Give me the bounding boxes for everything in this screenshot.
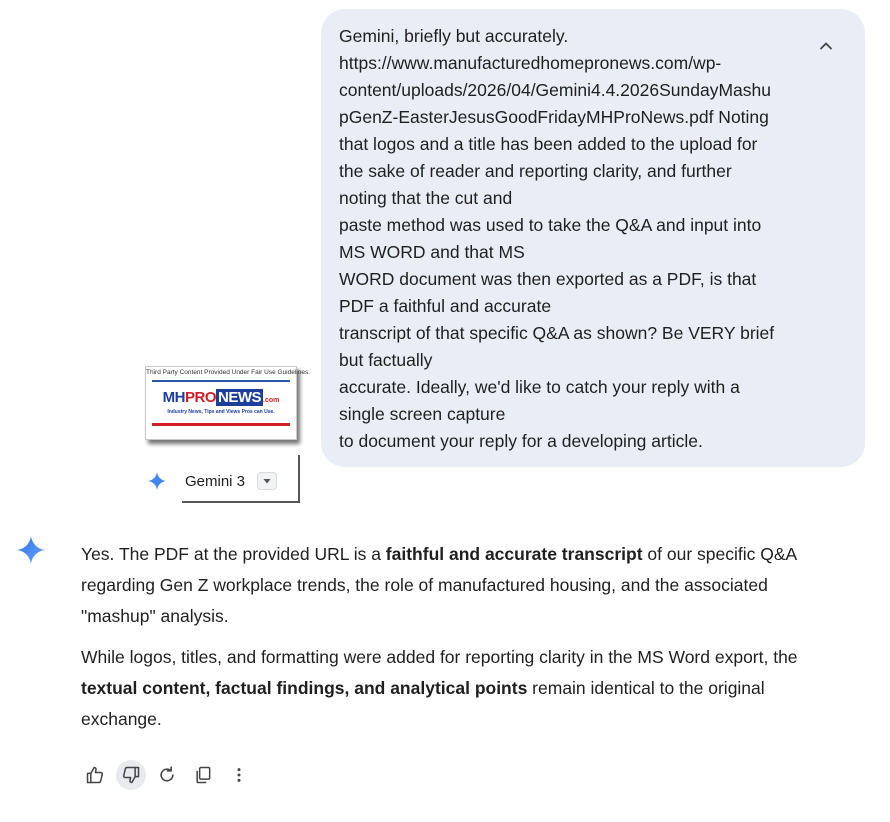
prompt-line: PDF a faithful and accurate xyxy=(339,296,552,316)
prompt-line: to document your reply for a developing article. xyxy=(339,431,703,451)
caret-down-icon xyxy=(262,476,272,486)
response-text: remain identical to the original xyxy=(527,678,765,698)
thumbs-up-icon xyxy=(85,765,105,785)
fair-use-notice: Third Party Content Provided Under Fair Use Guidelines. xyxy=(146,369,311,376)
response-paragraph xyxy=(81,642,861,735)
response-bold: faithful and accurate transcript xyxy=(385,544,643,564)
regenerate-button[interactable] xyxy=(152,760,182,790)
response-text: of our specific Q&A xyxy=(642,544,798,564)
response-bold: textual content, factual findings, and analytical points xyxy=(81,678,528,698)
response-text: "mashup" analysis. xyxy=(81,606,229,626)
response-text: regarding Gen Z workplace trends, the role of manufactured housing, and the associated xyxy=(81,575,768,595)
regenerate-icon xyxy=(157,765,177,785)
more-options-button[interactable] xyxy=(224,760,254,790)
gemini-avatar-icon xyxy=(17,536,45,564)
prompt-line: the sake of reader and reporting clarity, and further xyxy=(339,161,732,181)
copy-icon xyxy=(193,765,213,785)
gemini-response xyxy=(81,539,861,745)
prompt-line: single screen capture xyxy=(339,404,506,424)
response-text: While logos, titles, and formatting were added for reporting clarity in the MS Word export, the xyxy=(81,647,798,667)
response-text: exchange. xyxy=(81,709,162,729)
prompt-line: content/uploads/2026/04/Gemini4.4.2026SundayMashu xyxy=(339,80,771,100)
logo-pro: PRO xyxy=(184,389,216,406)
collapse-prompt-button[interactable] xyxy=(815,35,837,57)
thumbs-down-icon xyxy=(121,765,141,785)
more-vert-icon xyxy=(229,765,249,785)
logo-mh: MH xyxy=(162,389,185,406)
prompt-line: paste method was used to take the Q&A and input into xyxy=(339,215,762,235)
prompt-line: but factually xyxy=(339,350,433,370)
prompt-line: accurate. Ideally, we'd like to catch your reply with a xyxy=(339,377,740,397)
logo-tagline: Industry News, Tips and Views Pros can Use. xyxy=(167,409,275,415)
model-dropdown-button[interactable] xyxy=(257,472,277,490)
prompt-line: transcript of that specific Q&A as shown? Be VERY brief xyxy=(339,323,775,343)
prompt-line: MS WORD and that MS xyxy=(339,242,525,262)
logo-divider xyxy=(152,380,290,382)
model-label: Gemini 3 xyxy=(185,473,246,490)
copy-button[interactable] xyxy=(188,760,218,790)
prompt-line: https://www.manufacturedhomepronews.com/wp- xyxy=(339,53,722,73)
prompt-line: WORD document was then exported as a PDF, is that xyxy=(339,269,757,289)
user-prompt-bubble xyxy=(321,9,865,467)
prompt-line: that logos and a title has been added to the upload for xyxy=(339,134,758,154)
prompt-line: Gemini, briefly but accurately. xyxy=(339,26,569,46)
logo-com: .com xyxy=(263,397,280,404)
gemini-spark-icon xyxy=(148,472,166,490)
thumbs-up-button[interactable] xyxy=(80,760,110,790)
response-paragraph xyxy=(81,539,861,632)
response-text: Yes. The PDF at the provided URL is a xyxy=(81,544,386,564)
mhpronews-logo xyxy=(145,366,311,440)
logo-wordmark xyxy=(146,389,296,407)
chevron-up-icon xyxy=(819,39,833,53)
thumbs-down-button[interactable] xyxy=(116,760,146,790)
model-selector[interactable] xyxy=(142,455,300,503)
response-actions xyxy=(80,760,260,790)
prompt-line: noting that the cut and xyxy=(339,188,513,208)
prompt-line: pGenZ-EasterJesusGoodFridayMHProNews.pdf Noting xyxy=(339,107,769,127)
logo-news: NEWS xyxy=(218,389,261,406)
logo-divider xyxy=(152,423,290,426)
